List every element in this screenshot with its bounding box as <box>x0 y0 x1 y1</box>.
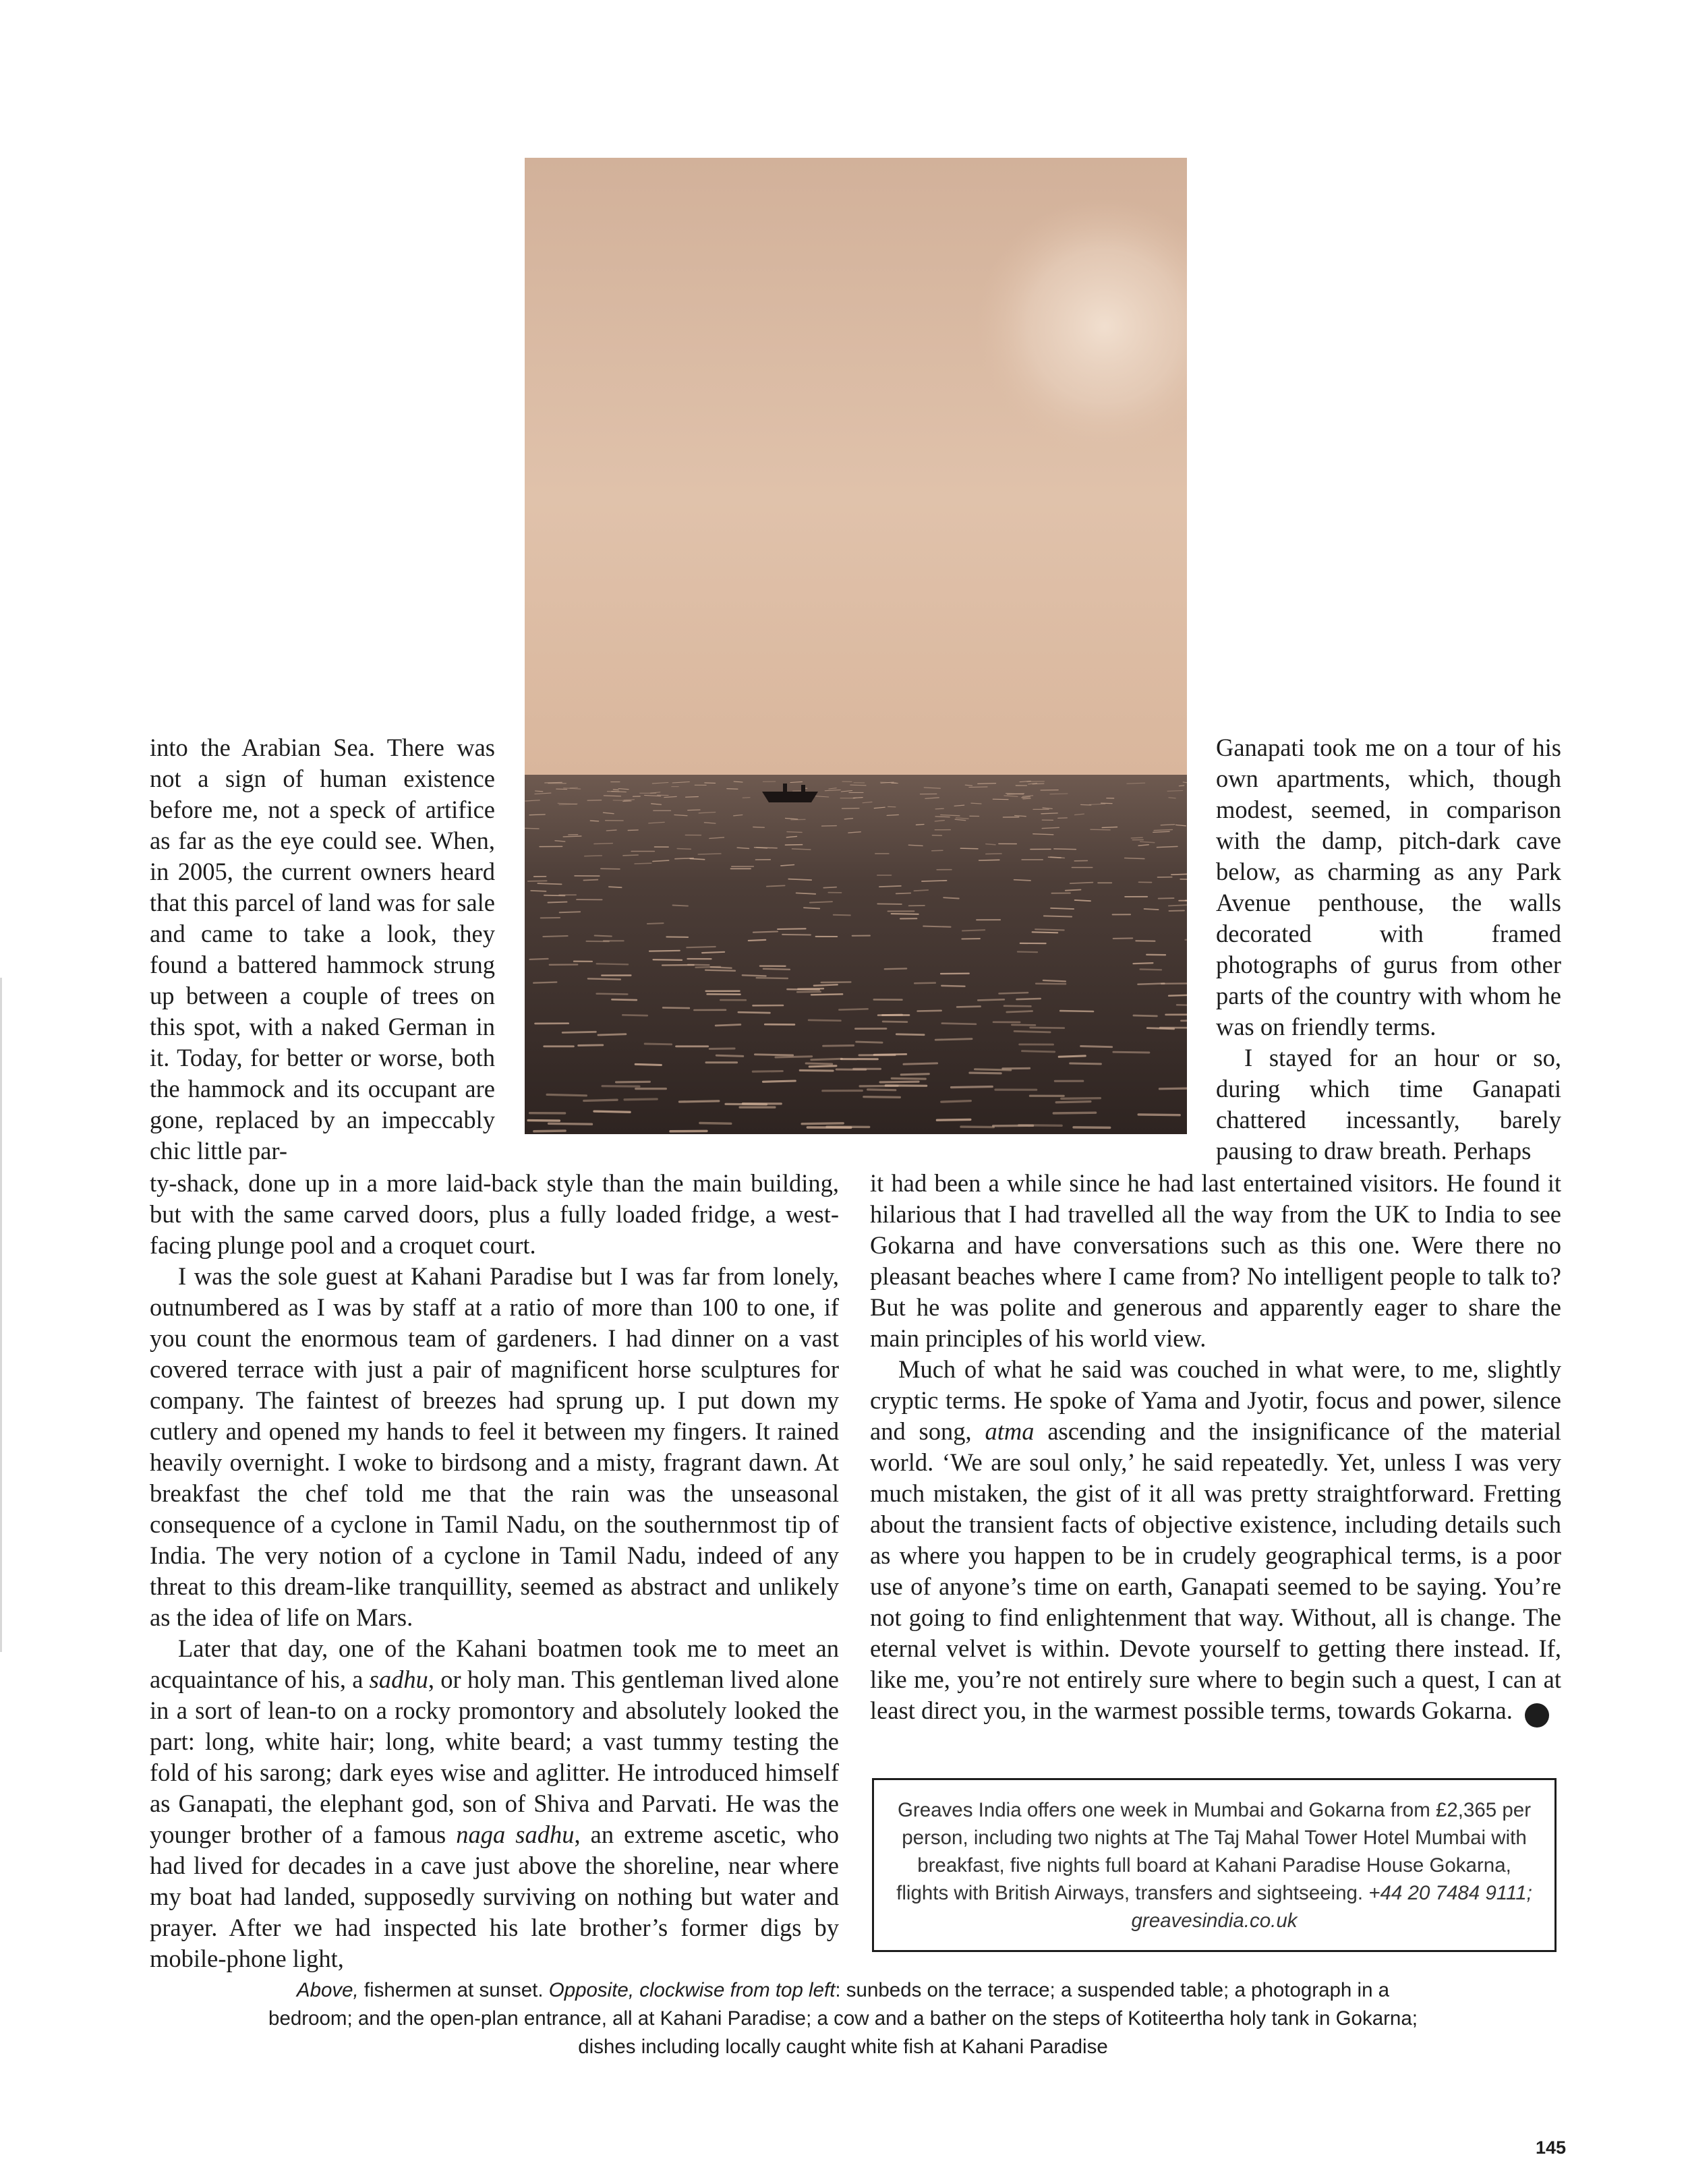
left-column-top-text <box>150 732 495 1167</box>
photo-caption: Above, fishermen at sunset. Opposite, clockwise from top left: sunbeds on the terrace; a suspended table; a photograph in a bedroom; and the open-plan entrance, all at Kahani Paradise; a cow and a bather on the steps of Kotiteertha holy tank in Gokarna; dishes including locally caught white fish at Kahani Paradise <box>268 1979 1418 2058</box>
info-text: Greaves India offers one week in Mumbai and Gokarna from £2,365 per person, including two nights at The Taj Mahal Tower Hotel Mumbai with breakfast, five nights full board at Kahani Paradise House Gokarna, flights with British Airways, transfers and sightseeing. <box>896 1799 1532 1904</box>
right-column-top-text <box>1216 732 1561 1167</box>
right-column-full-text <box>870 1168 1564 1728</box>
paragraph: Ganapati took me on a tour of his own apartments, which, though modest, seemed, in comparison with the damp, pitch-dark cave below, as charming as any Park Avenue penthouse, the walls decorated with framed photographs of gurus from other parts of the country with whom he was on friendly terms. <box>1216 734 1561 1040</box>
paragraph: ty-shack, done up in a more laid-back style than the main building, but with the same carved doors, plus a fully loaded fridge, a west-facing plunge pool and a croquet court. <box>150 1169 839 1259</box>
sunset-sea-image <box>525 158 1187 1134</box>
paragraph: into the Arabian Sea. There was not a sign of human existence before me, not a speck of artifice as far as the eye could see. When, in 2005, the current owners heard that this parcel of land was for sale and came to take a look, they found a battered hammock strung up between a couple of trees on this spot, with a naked German in it. Today, for better or worse, both the hammock and its occupant are gone, replaced by an impeccably chic little par- <box>150 734 495 1164</box>
paragraph: Later that day, one of the Kahani boatmen took me to meet an acquaintance of his, a sadhu, or holy man. This gentleman lived alone in a sort of lean-to on a rocky promontory and absolutely looked the part: long, white hair; long, white beard; a vast tummy testing the fold of his sarong; dark eyes wise and aglitter. He introduced himself as Ganapati, the elephant god, son of Shiva and Parvati. He was the younger brother of a famous naga sadhu, an extreme ascetic, who had lived for decades in a cave just above the shoreline, near where my boat had landed, supposedly surviving on nothing but water and prayer. After we had inspected his late brother’s former digs by mobile-phone light, <box>150 1634 840 1972</box>
left-column-full-text <box>150 1168 839 1974</box>
paragraph: I stayed for an hour or so, during which time Ganapati chattered incessantly, barely pausing to draw breath. Perhaps <box>1216 1044 1561 1164</box>
end-mark-icon: T <box>1525 1703 1549 1728</box>
sunset-photo <box>525 158 1187 1134</box>
page-number: 145 <box>1535 2137 1566 2158</box>
paragraph: I was the sole guest at Kahani Paradise but I was far from lonely, outnumbered as I was by staff at a ratio of more than 100 to one, if you count the enormous team of gardeners. I had dinner on a vast covered terrace with just a pair of magnificent horse sculptures for company. The faintest of breezes had sprung up. I put down my cutlery and opened my hands to feel it between my fingers. It rained heavily overnight. I woke to birdsong and a misty, fragrant dawn. At breakfast the chef told me that the rain was the unseasonal consequence of a cyclone in Tamil Nadu, on the southernmost tip of India. The very notion of a cyclone in Tamil Nadu, indeed of any threat to this dream-like tranquillity, seemed as abstract and unlikely as the idea of life on Mars. <box>150 1262 839 1631</box>
info-contact: +44 20 7484 9111; greavesindia.co.uk <box>1131 1882 1532 1932</box>
travel-info-box <box>872 1778 1557 1952</box>
paragraph: it had been a while since he had last entertained visitors. He found it hilarious that I had travelled all the way from the UK to India to see Gokarna and have conversations such as this one. Were there no pleasant beaches where I came from? No intelligent people to talk to? But he was polite and generous and apparently eager to share the main principles of his world view. <box>870 1169 1561 1352</box>
margin-rule <box>0 978 2 1652</box>
paragraph: Much of what he said was couched in what were, to me, slightly cryptic terms. He spoke of Yama and Jyotir, focus and power, silence and song, atma ascending and the insignificance of the material world. ‘We are soul only,’ he said repeatedly. Yet, unless I was very much mistaken, the gist of it all was pretty straightforward. Fretting about the transient facts of objective existence, including details such as where you happen to be in crudely geographical terms, is a poor use of anyone’s time on earth, Ganapati seemed to be saying. You’re not going to find enlightenment that way. Without, all is change. The eternal velvet is within. Devote yourself to getting there instead. If, like me, you’re not entirely sure where to begin such a quest, I can at least direct you, in the warmest possible terms, towards Gokarna. T <box>870 1354 1561 1728</box>
